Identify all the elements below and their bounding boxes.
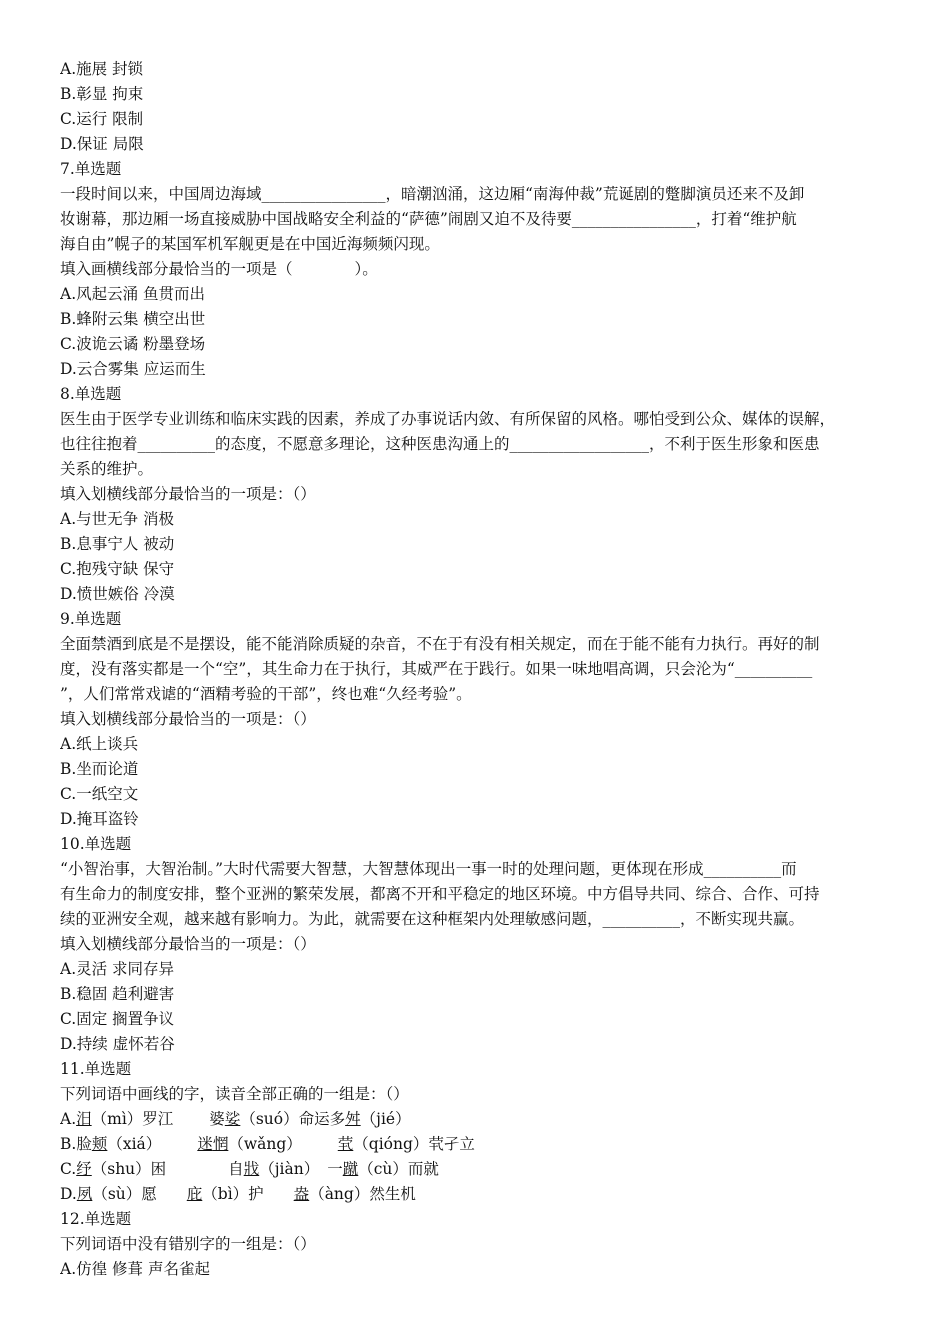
option-letter: B. [60,1135,77,1153]
pinyin: （wǎng） [228,1135,302,1153]
q11-header: 11.单选题 [60,1060,132,1078]
option-letter: C. [60,1160,77,1178]
q9-option-a: A.纸上谈兵 [60,735,139,753]
q6-option-d: D.保证 局限 [60,135,144,153]
word-text: 自 [228,1160,244,1178]
q9-prompt: 填入划横线部分最恰当的一项是：（） [60,710,316,728]
pinyin: （àng）然生机 [309,1185,416,1203]
q11-option-b [60,1132,896,1157]
underlined-char: 汨 [76,1110,92,1128]
q9-option-c: C.一纸空文 [60,785,139,803]
q10-stem-line-3: 续的亚洲安全观，越来越有影响力。为此，就需要在这种框架内处理敏感问题，__________，不断实现共赢。 [60,910,805,928]
q7-option-b: B.蜂附云集 横空出世 [60,310,206,328]
underlined-char: 舛 [345,1110,361,1128]
word-text: 命运多 [298,1110,346,1128]
q9-stem-line-3: ”，人们常常戏谑的“酒精考验的干部”，终也难“久经考验”。 [60,685,472,703]
word-text: 婆 [209,1110,225,1128]
question-12 [60,1207,896,1282]
q11-option-d [60,1182,896,1207]
q12-header: 12.单选题 [60,1210,132,1228]
q6-option-c: C.运行 限制 [60,110,144,128]
q9-stem-line-2: 度，没有落实都是一个“空”，其生命力在于执行，其威严在于践行。如果一味地唱高调，只会沦为“__________ [60,660,813,678]
underlined-char: 盎 [293,1185,310,1203]
q8-stem-line-1: 医生由于医学专业训练和临床实践的因素，养成了办事说话内敛、有所保留的风格。哪怕受到公众、媒体的误解， [60,410,836,428]
q10-option-c: C.固定 搁置争议 [60,1010,175,1028]
exam-page [60,57,896,1282]
underlined-char: 娑 [224,1110,241,1128]
q9-stem-line-1: 全面禁酒到底是不是摆设，能不能消除质疑的杂音，不在于有没有相关规定，而在于能不能有力执行。再好的制 [60,635,820,653]
q11-option-c [60,1157,896,1182]
question-7 [60,157,896,382]
q7-stem-line-1: 一段时间以来，中国周边海域________________，暗潮汹涌，这边厢“南海仲裁”荒诞剧的蹩脚演员还来不及卸 [60,185,805,203]
q8-option-d: D.愤世嫉俗 冷漠 [60,585,175,603]
q10-option-d: D.持续 虚怀若谷 [60,1035,175,1053]
word-text: 脸 [76,1135,92,1153]
pinyin: （suó） [240,1110,299,1128]
q7-stem-line-2: 妆谢幕，那边厢一场直接威胁中国战略安全利益的“萨德”闹剧又迫不及待要________________，打着“维护航 [60,210,797,228]
underlined-char: 纾 [76,1160,92,1178]
q11-prompt: 下列词语中画线的字，读音全部正确的一组是：（） [60,1085,409,1103]
q10-stem-line-1: “小智治事，大智治制。”大时代需要大智慧，大智慧体现出一事一时的处理问题，更体现在形成__________而 [60,860,797,878]
q7-option-d: D.云合雾集 应运而生 [60,360,206,378]
question-8 [60,382,896,607]
q11-option-a [60,1107,896,1132]
q8-option-c: C.抱残守缺 保守 [60,560,175,578]
q10-header: 10.单选题 [60,835,132,853]
q8-header: 8.单选题 [60,385,122,403]
q6-option-a: A.施展 封锁 [60,60,144,78]
q10-option-b: B.稳固 趋利避害 [60,985,175,1003]
q8-stem-line-2: 也往往抱着__________的态度，不愿意多理论，这种医患沟通上的__________________，不利于医生形象和医患 [60,435,820,453]
q12-prompt: 下列词语中没有错别字的一组是：（） [60,1235,316,1253]
word-text: 一 [327,1160,343,1178]
q9-option-b: B.坐而论道 [60,760,139,778]
q7-header: 7.单选题 [60,160,122,178]
q9-option-d: D.掩耳盗铃 [60,810,139,828]
q8-stem-line-3: 关系的维护。 [60,460,154,478]
q10-stem-line-2: 有生命力的制度安排，整个亚洲的繁荣发展，都离不开和平稳定的地区环境。中方倡导共同、综合、合作、可持 [60,885,820,903]
underlined-char: 茕 [337,1135,354,1153]
pinyin: （xiá） [107,1135,162,1153]
q8-option-a: A.与世无争 消极 [60,510,175,528]
question-9 [60,607,896,832]
question-11 [60,1057,896,1207]
q7-option-a: A.风起云涌 鱼贯而出 [60,285,206,303]
q12-option-a: A.仿徨 修葺 声名雀起 [60,1260,210,1278]
pinyin: （qióng）茕孑立 [353,1135,475,1153]
pinyin: （jié） [360,1110,411,1128]
pinyin: （jiàn） [259,1160,320,1178]
q10-option-a: A.灵活 求同存异 [60,960,175,978]
q7-stem-line-3: 海自由”幌子的某国军机军舰更是在中国近海频频闪现。 [60,235,440,253]
underlined-char: 庇 [186,1185,203,1203]
underlined-char: 戕 [243,1160,260,1178]
pinyin: （cù）而就 [358,1160,439,1178]
q6-option-b: B.彰显 拘束 [60,85,144,103]
q8-prompt: 填入划横线部分最恰当的一项是：（） [60,485,316,503]
pinyin: （bì）护 [202,1185,264,1203]
q8-option-b: B.息事宁人 被动 [60,535,175,553]
pinyin: （sù）愿 [92,1185,157,1203]
underlined-char: 蹴 [342,1160,359,1178]
q10-prompt: 填入划横线部分最恰当的一项是：（） [60,935,316,953]
q9-header: 9.单选题 [60,610,122,628]
word-text: 迷 [197,1135,213,1153]
pinyin: （mì）罗江 [91,1110,174,1128]
underlined-char: 惘 [212,1135,229,1153]
underlined-char: 夙 [76,1185,93,1203]
underlined-char: 颊 [91,1135,108,1153]
q7-option-c: C.波诡云谲 粉墨登场 [60,335,206,353]
question-10 [60,832,896,1057]
q7-prompt: 填入画横线部分最恰当的一项是（ ）。 [60,260,378,278]
pinyin: （shu）困 [91,1160,167,1178]
option-letter: D. [60,1185,77,1203]
option-letter: A. [60,1110,77,1128]
q6-options [60,57,896,157]
